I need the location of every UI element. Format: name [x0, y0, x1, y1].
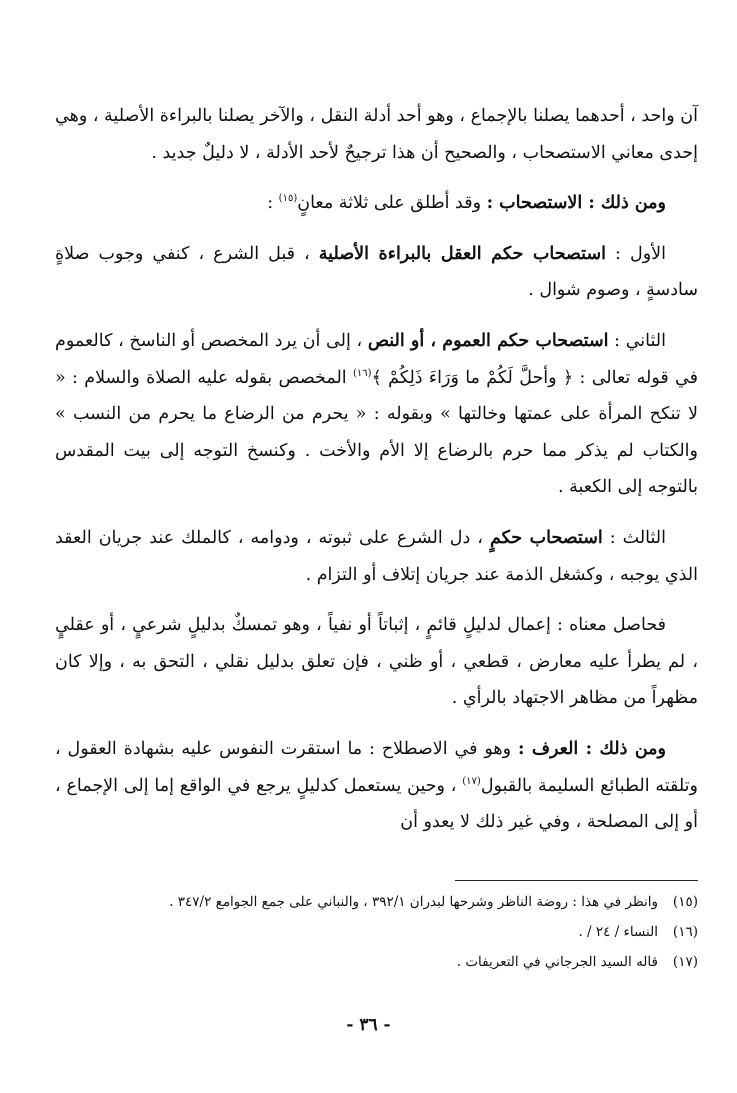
footnote-number: (١٦) — [672, 924, 698, 940]
footnote-text: قاله السيد الجرجاني في التعريفات . — [456, 954, 658, 970]
paragraph-urf: ومن ذلك : العرف : وهو في الاصطلاح : ما استقرت النفوس عليه بشهادة العقول ، وتلقته الطبائع السليمة بالقبول$^{(١٧)}$ ، وحين يستعمل كدليلٍ يرجع في الواقع إما إلى الإجماع ، أو إلى المصلحة ، وفي غير ذلك لا يعدو أن — [55, 738, 699, 833]
footnotes — [55, 887, 698, 977]
paragraph-continuation: آن واحد ، أحدهما يصلنا بالإجماع ، وهو أحد أدلة النقل ، والآخر يصلنا بالبراءة الأصلية ، وهي إحدى معاني الاستصحاب ، والصحيح أن هذا ترجيحٌ لأحد الأدلة ، لا دليلٌ جديد . — [55, 106, 698, 163]
term-first: استصحاب حكم العقل بالبراءة الأصلية — [318, 243, 606, 264]
term-third: استصحاب حكمٍ — [489, 527, 603, 548]
paragraph-summary: فحاصل معناه : إعمال لدليلٍ قائمٍ ، إثباتاً أو نفياً ، وهو تمسكٌ بدليلٍ شرعيٍ ، أو عقليٍ ، لم يطرأ عليه معارض ، قطعي ، أو ظني ، فإن تعلق بدليل نقلي ، التحق به ، وإلا كان مظهراً من مظاهر الاجتهاد بالرأي . — [55, 615, 698, 709]
footnote-ref-15: (١٥) — [278, 193, 298, 205]
term-second: استصحاب حكم العموم ، أو النص — [367, 330, 609, 351]
paragraph-first-meaning: الأول : استصحاب حكم العقل بالبراءة الأصلية ، قبل الشرع ، كنفي وجوب صلاةٍ سادسةٍ ، وصوم شوال . — [55, 243, 698, 301]
heading-urf: ومن ذلك : العرف : — [517, 738, 666, 759]
footnote — [55, 917, 698, 947]
footnote — [55, 947, 698, 977]
paragraph-third-meaning: الثالث : استصحاب حكمٍ ، دل الشرع على ثبوته ، ودوامه ، كالملك عند جريان العقد الذي يوجبه ، وكشغل الذمة عند جريان إتلاف أو التزام . — [55, 527, 698, 585]
footnote-text: وانظر في هذا : روضة الناظر وشرحها لبدران ٣٩٢/١ ، والنباني على جمع الجوامع ٣٤٧/٢ . — [169, 894, 658, 910]
footnote-text: النساء / ٢٤ / . — [578, 924, 658, 940]
footnote-number: (١٧) — [672, 954, 698, 970]
footnote-number: (١٥) — [672, 894, 698, 910]
main-text — [55, 98, 698, 841]
footnote-separator — [455, 880, 698, 881]
page-number: - ٣٦ - — [346, 1015, 391, 1035]
footnote — [55, 887, 698, 917]
paragraph-second-meaning: الثاني : استصحاب حكم العموم ، أو النص ، إلى أن يرد المخصص أو الناسخ ، كالعموم في قوله تعالى : ﴿ وأحلَّ لَكُمْ ما وَرَاءَ ذَلِكُمْ ﴾$^{(١٦)}$ المخصص بقوله عليه الصلاة والسلام : « لا تنكح المرأة على عمتها وخالتها » وبقوله : « يحرم من الرضاع ما يحرم من النسب » والكتاب لم يذكر مما حرم بالرضاع إلا الأم والأخت . وكنسخ التوجه إلى بيت المقدس بالتوجه إلى الكعبة . — [55, 330, 699, 498]
footnote-ref-16: (١٦) — [353, 367, 372, 379]
paragraph-istishab-heading: ومن ذلك : الاستصحاب : وقد أطلق على ثلاثة معانٍ$^{(١٥)}$ : — [267, 193, 666, 214]
heading-istishab: ومن ذلك : الاستصحاب : — [486, 193, 666, 214]
footnote-ref-17: (١٧) — [462, 775, 481, 787]
